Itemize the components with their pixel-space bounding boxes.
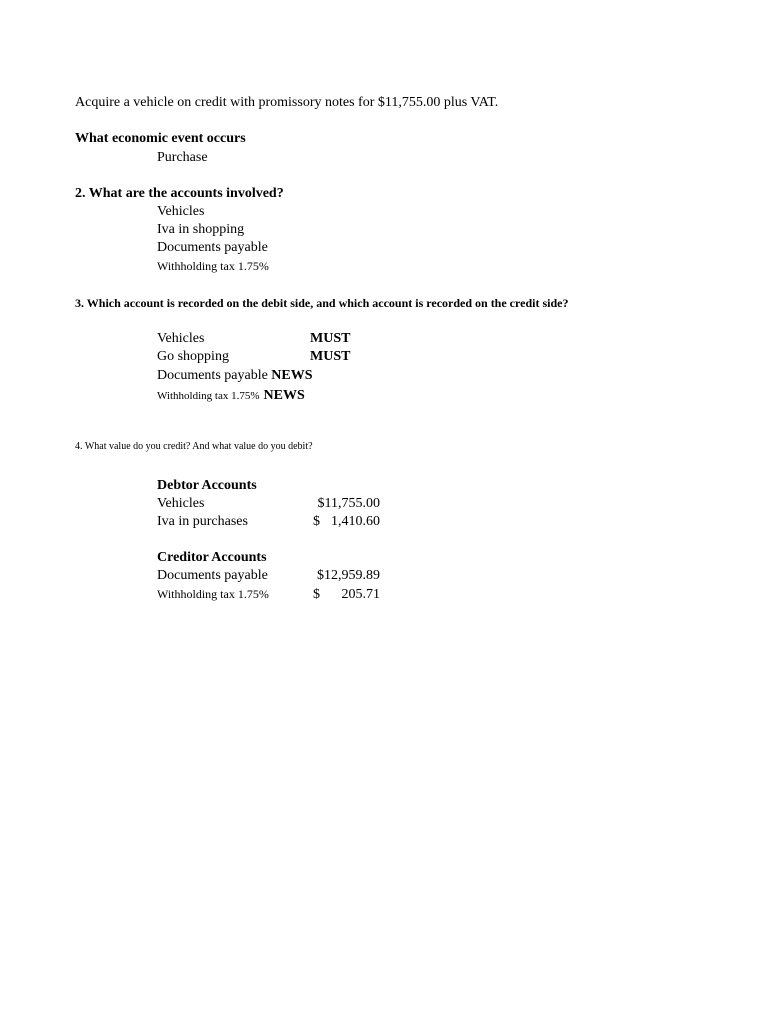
q3-row-documents-payable xyxy=(157,369,313,383)
creditor-amount xyxy=(313,588,380,604)
q3-side: NEWS xyxy=(263,388,305,403)
debtor-amount xyxy=(313,497,380,513)
q2-account: Iva in shopping xyxy=(157,222,245,237)
creditor-account: Documents payable xyxy=(157,568,268,583)
currency-symbol: $ xyxy=(313,514,320,529)
q3-row-withholding xyxy=(157,387,305,403)
amount-value: $11,755.00 xyxy=(317,496,380,511)
q1-answer: Purchase xyxy=(157,150,208,165)
q2-account: Vehicles xyxy=(157,204,205,219)
q3-account: Withholding tax 1.75% xyxy=(157,390,260,402)
q3-account: Vehicles xyxy=(157,331,205,346)
currency-symbol: $ xyxy=(313,587,320,602)
q3-account: Documents payable xyxy=(157,368,268,383)
q1-heading: What economic event occurs xyxy=(75,131,246,146)
q3-side: MUST xyxy=(310,331,351,346)
q2-account: Documents payable xyxy=(157,240,268,255)
amount-value: 1,410.60 xyxy=(331,514,380,529)
q3-side: NEWS xyxy=(271,368,313,383)
creditor-amount xyxy=(313,569,380,585)
creditor-accounts-title: Creditor Accounts xyxy=(157,550,267,565)
creditor-account: Withholding tax 1.75% xyxy=(157,587,269,601)
problem-statement: Acquire a vehicle on credit with promissory notes for $11,755.00 plus VAT. xyxy=(75,95,499,110)
q2-heading: 2. What are the accounts involved? xyxy=(75,186,284,201)
amount-value: $12,959.89 xyxy=(317,568,380,583)
debtor-amount xyxy=(313,515,380,531)
q3-side: MUST xyxy=(310,349,351,364)
debtor-accounts-title: Debtor Accounts xyxy=(157,478,257,493)
amount-value: 205.71 xyxy=(341,587,380,602)
q4-heading: 4. What value do you credit? And what value do you debit? xyxy=(75,441,313,452)
q3-account: Go shopping xyxy=(157,349,229,364)
q2-account: Withholding tax 1.75% xyxy=(157,259,269,273)
q3-heading: 3. Which account is recorded on the debit side, and which account is recorded on the credit side? xyxy=(75,296,569,310)
debtor-account: Iva in purchases xyxy=(157,514,248,529)
debtor-account: Vehicles xyxy=(157,496,205,511)
